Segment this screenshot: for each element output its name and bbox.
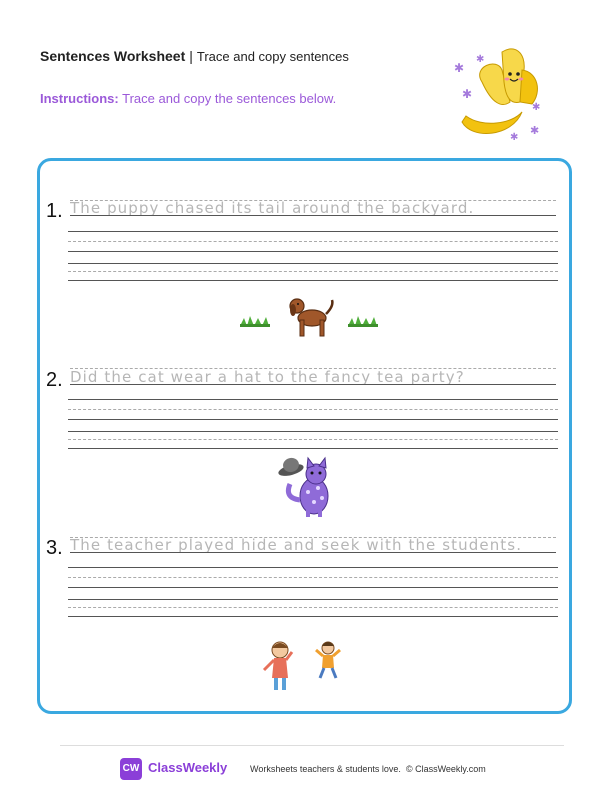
trace-line-base-3 xyxy=(70,552,556,553)
instructions-text: Trace and copy the sentences below. xyxy=(122,91,337,106)
children-illustration xyxy=(262,636,354,696)
cat-illustration xyxy=(276,454,336,518)
write-line-1c xyxy=(68,263,558,264)
write-line-3b xyxy=(68,587,558,588)
write-line-3a xyxy=(68,567,558,568)
svg-text:✱: ✱ xyxy=(532,102,541,113)
instructions-label: Instructions: xyxy=(40,91,119,106)
write-line-3d xyxy=(68,616,558,617)
write-line-1b xyxy=(68,251,558,252)
write-mid-3a xyxy=(68,577,558,578)
write-line-2c xyxy=(68,431,558,432)
trace-line-base-1 xyxy=(70,215,556,216)
svg-text:✱: ✱ xyxy=(510,132,519,142)
copyright-text: © ClassWeekly.com xyxy=(405,764,486,774)
write-line-1d xyxy=(68,280,558,281)
write-line-2b xyxy=(68,419,558,420)
write-line-2d xyxy=(68,448,558,449)
trace-sentence-3: The teacher played hide and seek with the students. xyxy=(70,536,523,554)
write-line-2a xyxy=(68,399,558,400)
worksheet-title xyxy=(40,48,349,64)
footer-brand: ClassWeekly xyxy=(148,760,228,775)
item-number-1: 1. xyxy=(46,200,63,222)
svg-text:✱: ✱ xyxy=(530,124,540,137)
banana-illustration xyxy=(452,42,552,142)
instructions xyxy=(40,91,336,106)
footer-divider xyxy=(60,745,564,746)
svg-text:✱: ✱ xyxy=(454,61,465,75)
svg-text:✱: ✱ xyxy=(476,54,485,65)
item-number-3: 3. xyxy=(46,537,63,559)
trace-sentence-2: Did the cat wear a hat to the fancy tea party? xyxy=(70,368,465,386)
title-subtitle: Trace and copy sentences xyxy=(196,49,349,64)
child-icon xyxy=(264,642,292,690)
write-line-3c xyxy=(68,599,558,600)
puppy-illustration xyxy=(238,296,383,340)
dog-icon xyxy=(290,299,332,336)
child-icon xyxy=(316,642,340,678)
write-mid-1b xyxy=(68,271,558,272)
write-line-1a xyxy=(68,231,558,232)
write-mid-3b xyxy=(68,607,558,608)
write-mid-2a xyxy=(68,409,558,410)
item-number-2: 2. xyxy=(46,369,63,391)
write-mid-2b xyxy=(68,439,558,440)
write-mid-1a xyxy=(68,241,558,242)
footer-tagline xyxy=(250,764,486,774)
svg-text:✱: ✱ xyxy=(462,87,473,101)
title-separator: | xyxy=(189,48,193,64)
title-text: Sentences Worksheet xyxy=(40,48,186,64)
hat-icon xyxy=(277,456,305,478)
trace-line-base-2 xyxy=(70,384,556,385)
trace-sentence-1: The puppy chased its tail around the backyard. xyxy=(70,199,475,217)
tagline-text: Worksheets teachers & students love. xyxy=(250,764,401,774)
classweekly-logo: CW xyxy=(120,758,142,780)
